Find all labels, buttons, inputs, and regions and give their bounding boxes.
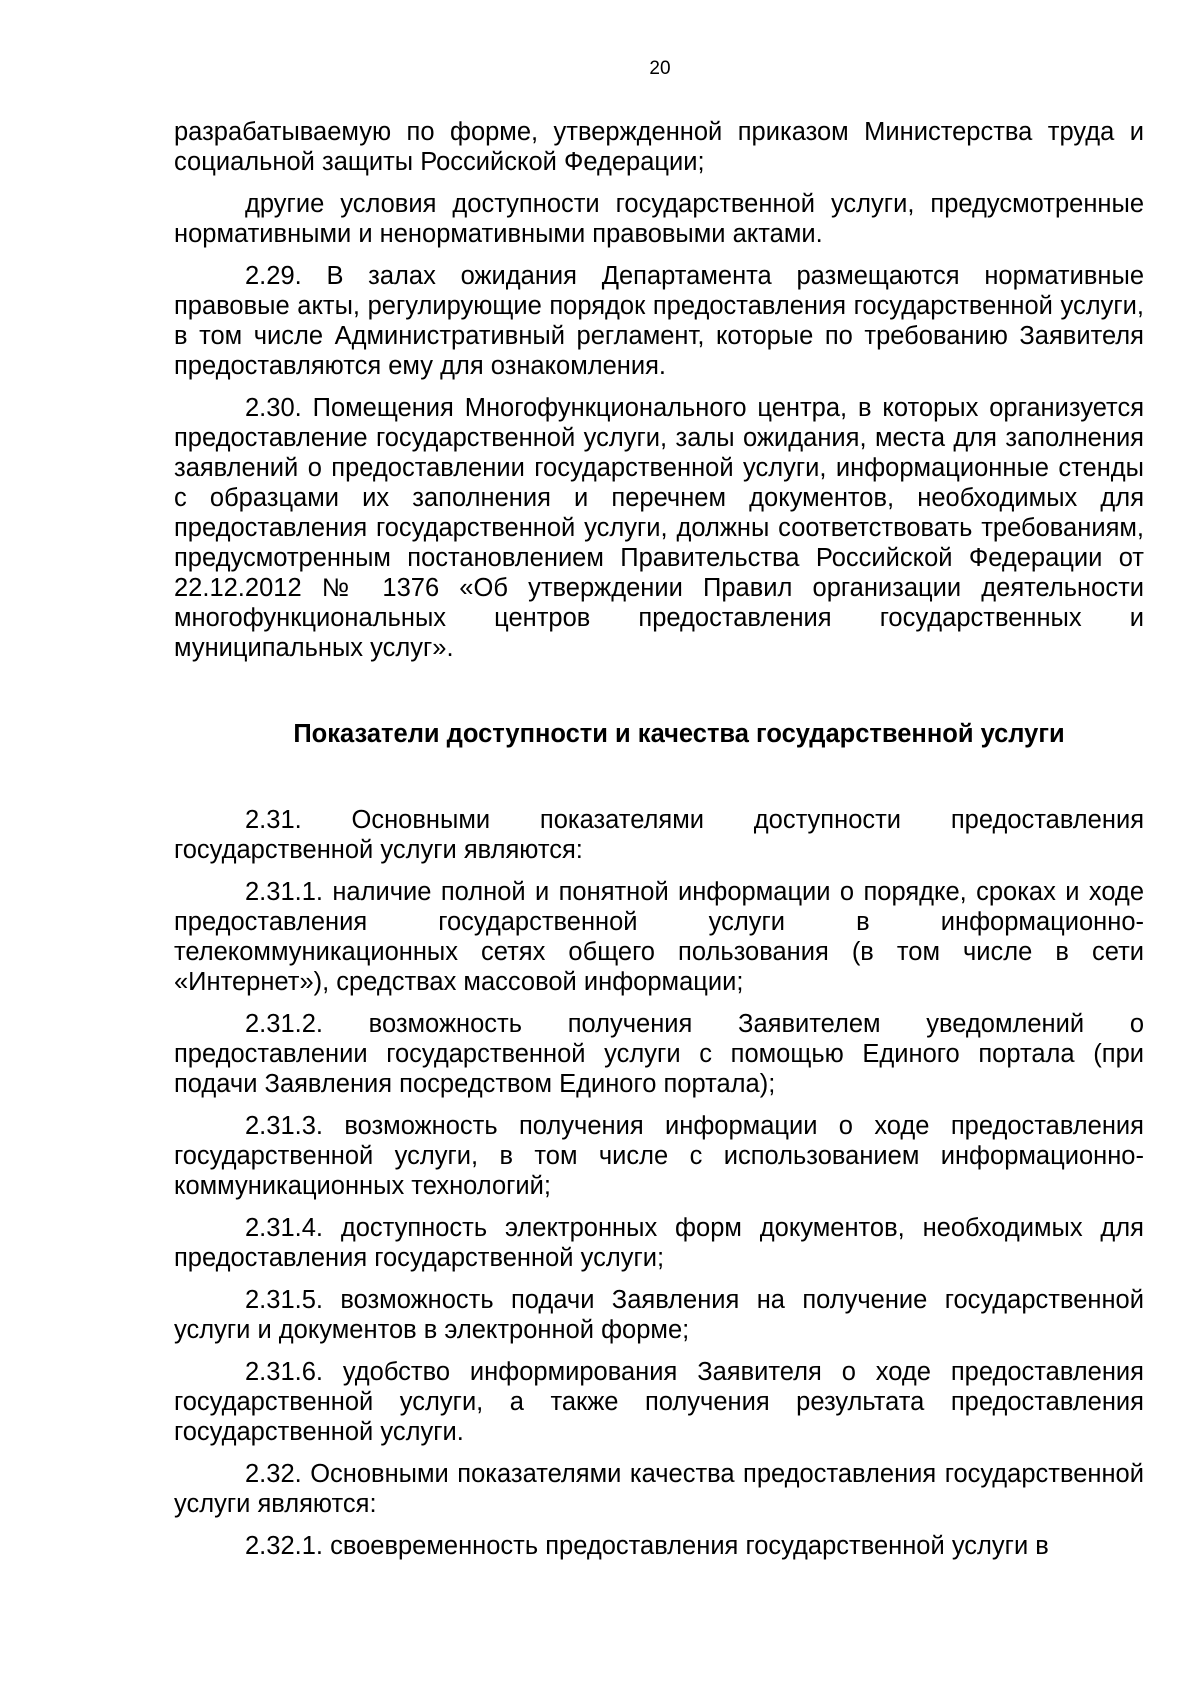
paragraph-2-31-4: 2.31.4. доступность электронных форм документов, необходимых для предоставления государственной услуги; bbox=[174, 1214, 1144, 1272]
paragraph-2-31-6: 2.31.6. удобство информирования Заявителя о ходе предоставления государственной услуги, а также получения результата предоставления государственной услуги. bbox=[174, 1358, 1144, 1446]
paragraph-2-31: 2.31. Основными показателями доступности предоставления государственной услуги являются: bbox=[174, 806, 1144, 864]
paragraph-2-29: 2.29. В залах ожидания Департамента размещаются нормативные правовые акты, регулирующие порядок предоставления государственной услуги, в том числе Административный регламент, которые по требованию Заявителя предоставляются ему для ознакомления. bbox=[174, 262, 1144, 380]
page-number: 20 bbox=[649, 58, 671, 79]
document-body bbox=[174, 117, 1144, 1561]
paragraph-2-32-1: 2.32.1. своевременность предоставления государственной услуги в bbox=[245, 1532, 1049, 1560]
paragraph: разрабатываемую по форме, утвержденной приказом Министерства труда и социальной защиты Российской Федерации; bbox=[174, 118, 1144, 176]
paragraph-2-31-1: 2.31.1. наличие полной и понятной информации о порядке, сроках и ходе предоставления государственной услуги в информационно-телекоммуникационных сетях общего пользования (в том числе в сети «Интернет»), средствах массовой информации; bbox=[174, 878, 1144, 996]
paragraph-2-32: 2.32. Основными показателями качества предоставления государственной услуги являются: bbox=[174, 1460, 1144, 1518]
paragraph: другие условия доступности государственной услуги, предусмотренные нормативными и ненормативными правовыми актами. bbox=[174, 190, 1144, 248]
section-heading: Показатели доступности и качества государственной услуги bbox=[293, 720, 1065, 748]
paragraph-2-30: 2.30. Помещения Многофункционального центра, в которых организуется предоставление государственной услуги, залы ожидания, места для заполнения заявлений о предоставлении государственной услуги, информационные стенды с образцами их заполнения и перечнем документов, необходимых для предоставления государственной услуги, должны соответствовать требованиям, предусмотренным постановлением Правительства Российской Федерации от 22.12.2012 № 1376 «Об утверждении Правил организации деятельности многофункциональных центров предоставления государственных и муниципальных услуг». bbox=[174, 394, 1144, 662]
paragraph-2-31-2: 2.31.2. возможность получения Заявителем уведомлений о предоставлении государственной услуги с помощью Единого портала (при подачи Заявления посредством Единого портала); bbox=[174, 1010, 1144, 1098]
paragraph-2-31-5: 2.31.5. возможность подачи Заявления на получение государственной услуги и документов в электронной форме; bbox=[174, 1286, 1144, 1344]
paragraph-2-31-3: 2.31.3. возможность получения информации о ходе предоставления государственной услуги, в том числе с использованием информационно-коммуникационных технологий; bbox=[174, 1112, 1144, 1200]
